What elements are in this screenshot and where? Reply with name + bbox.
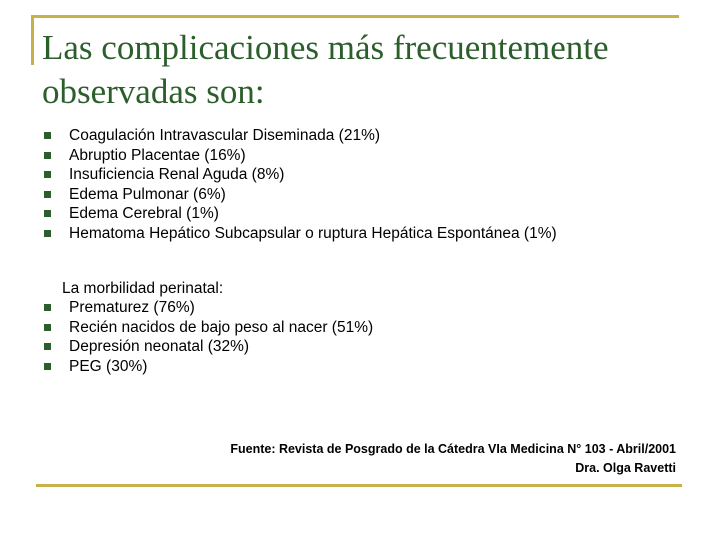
- square-bullet-icon: [44, 343, 51, 350]
- list-item-text: Edema Pulmonar (6%): [69, 185, 226, 203]
- list-item-text: Abruptio Placentae (16%): [69, 146, 246, 164]
- morbidity-heading: La morbilidad perinatal:: [62, 280, 224, 297]
- list-item: [42, 224, 557, 244]
- square-bullet-icon: [44, 324, 51, 331]
- square-bullet-icon: [44, 152, 51, 159]
- list-item: [42, 185, 557, 205]
- list-item: [42, 165, 557, 185]
- source-line-1: Fuente: Revista de Posgrado de la Cátedra VIa Medicina N° 103 - Abril/2001: [230, 442, 676, 456]
- square-bullet-icon: [44, 191, 51, 198]
- morbidity-list: [42, 298, 373, 376]
- list-item-text: Recién nacidos de bajo peso al nacer (51%): [69, 318, 374, 336]
- list-item: [42, 146, 557, 166]
- list-item: [42, 298, 373, 318]
- list-item: [42, 126, 557, 146]
- list-item-text: Coagulación Intravascular Diseminada (21%): [69, 127, 381, 144]
- source-author: Dra. Olga Ravetti: [575, 461, 676, 475]
- title-line-1: Las complicaciones más frecuentemente: [42, 28, 609, 67]
- square-bullet-icon: [44, 210, 51, 217]
- square-bullet-icon: [44, 230, 51, 237]
- square-bullet-icon: [44, 171, 51, 178]
- list-item: [42, 337, 373, 357]
- frame-top-rule: [31, 15, 679, 18]
- list-item: [42, 204, 557, 224]
- frame-left-rule: [31, 15, 34, 65]
- complications-list: [42, 126, 557, 243]
- square-bullet-icon: [44, 363, 51, 370]
- list-item-text: Edema Cerebral (1%): [69, 205, 219, 222]
- slide-title: [42, 26, 682, 114]
- list-item-text: Hematoma Hepático Subcapsular o ruptura Hepática Espontánea (1%): [69, 224, 557, 242]
- frame-bottom-rule: [36, 484, 682, 487]
- source-citation: [230, 440, 676, 478]
- square-bullet-icon: [44, 132, 51, 139]
- list-item-text: Insuficiencia Renal Aguda (8%): [69, 166, 285, 183]
- list-item-text: PEG (30%): [69, 357, 148, 375]
- list-item-text: Prematurez (76%): [69, 299, 195, 316]
- title-line-2: observadas son:: [42, 72, 265, 111]
- square-bullet-icon: [44, 304, 51, 311]
- list-item: [42, 357, 373, 377]
- list-item-text: Depresión neonatal (32%): [69, 338, 250, 355]
- list-item: [42, 318, 373, 338]
